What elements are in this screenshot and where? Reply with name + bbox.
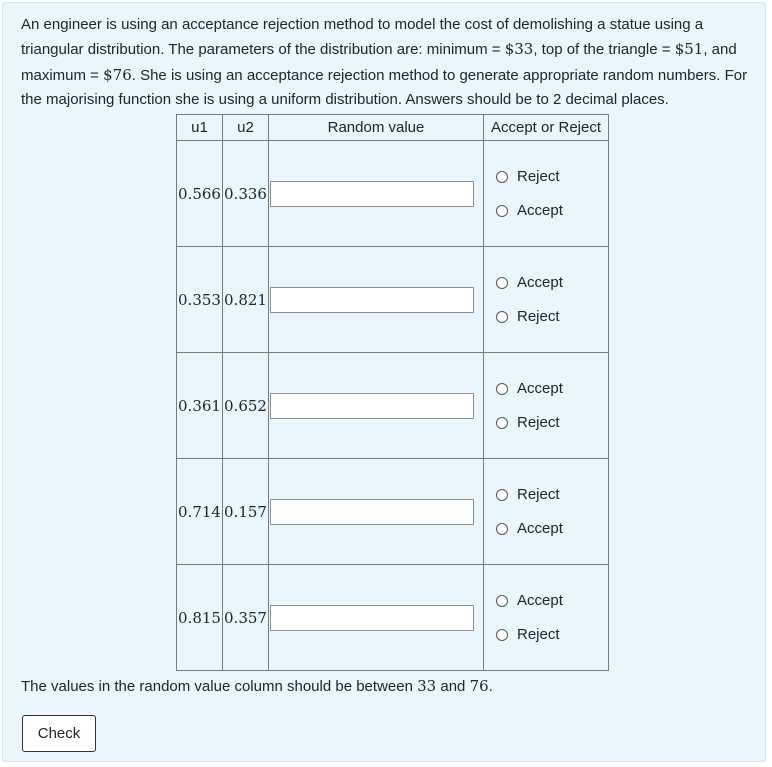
radio-label: Accept <box>517 202 563 219</box>
u2-value: 0.652 <box>223 353 269 459</box>
radio-button[interactable] <box>496 523 508 535</box>
question-text-part: , top of the triangle = <box>533 41 675 59</box>
table-row <box>177 247 609 353</box>
radio-label: Reject <box>517 308 560 325</box>
range-low: 33 <box>417 677 437 695</box>
radio-option-reject[interactable] <box>496 160 608 194</box>
min-value: $33 <box>504 40 534 59</box>
u1-value: 0.815 <box>177 565 223 671</box>
table-row <box>177 141 609 247</box>
radio-option-reject[interactable] <box>496 618 608 652</box>
random-value-input[interactable] <box>270 287 474 313</box>
radio-option-accept[interactable] <box>496 372 608 406</box>
random-value-cell <box>269 353 484 459</box>
u2-value: 0.336 <box>223 141 269 247</box>
radio-label: Accept <box>517 520 563 537</box>
question-text <box>21 13 756 113</box>
random-value-cell <box>269 247 484 353</box>
radio-button[interactable] <box>496 171 508 183</box>
top-value: $51 <box>674 40 704 59</box>
radio-button[interactable] <box>496 311 508 323</box>
accept-reject-cell <box>484 459 609 565</box>
header-random-value: Random value <box>269 115 484 141</box>
header-u2: u2 <box>223 115 269 141</box>
radio-button[interactable] <box>496 277 508 289</box>
u2-value: 0.357 <box>223 565 269 671</box>
radio-button[interactable] <box>496 383 508 395</box>
table-row <box>177 459 609 565</box>
radio-option-reject[interactable] <box>496 300 608 334</box>
radio-label: Reject <box>517 168 560 185</box>
radio-label: Accept <box>517 274 563 291</box>
random-value-input[interactable] <box>270 499 474 525</box>
random-value-cell <box>269 141 484 247</box>
question-text-part: . She is using an acceptance rejection method to generate appropriate random numbers. For the majorising function she is using a uniform distribution. Answers should be to 2 decimal places. <box>21 66 748 109</box>
random-value-input[interactable] <box>270 181 474 207</box>
accept-reject-cell <box>484 565 609 671</box>
radio-button[interactable] <box>496 205 508 217</box>
random-value-input[interactable] <box>270 393 474 419</box>
radio-option-reject[interactable] <box>496 406 608 440</box>
radio-option-reject[interactable] <box>496 478 608 512</box>
radio-button[interactable] <box>496 489 508 501</box>
header-accept-reject: Accept or Reject <box>484 115 609 141</box>
range-note-text: . <box>488 678 493 695</box>
check-button[interactable]: Check <box>22 715 96 752</box>
u1-value: 0.353 <box>177 247 223 353</box>
radio-option-accept[interactable] <box>496 194 608 228</box>
u2-value: 0.157 <box>223 459 269 565</box>
range-note <box>21 677 493 695</box>
radio-button[interactable] <box>496 417 508 429</box>
table-row <box>177 565 609 671</box>
max-value: $76 <box>103 65 132 84</box>
question-text-part: An engineer is using an acceptance rejection method to model the cost of demolishing a statue using a triangular distribution. The parameters of the distribution are: minimum = <box>21 16 704 59</box>
range-high: 76 <box>469 677 489 695</box>
u1-value: 0.566 <box>177 141 223 247</box>
header-row <box>177 115 609 141</box>
radio-button[interactable] <box>496 629 508 641</box>
u1-value: 0.714 <box>177 459 223 565</box>
random-value-input[interactable] <box>270 605 474 631</box>
radio-button[interactable] <box>496 595 508 607</box>
random-value-cell <box>269 459 484 565</box>
u1-value: 0.361 <box>177 353 223 459</box>
radio-option-accept[interactable] <box>496 512 608 546</box>
question-text-part: , and maximum = <box>21 41 737 84</box>
header-u1: u1 <box>177 115 223 141</box>
u2-value: 0.821 <box>223 247 269 353</box>
range-note-text: and <box>436 678 470 695</box>
accept-reject-cell <box>484 247 609 353</box>
accept-reject-cell <box>484 141 609 247</box>
radio-label: Accept <box>517 380 563 397</box>
radio-option-accept[interactable] <box>496 584 608 618</box>
table-row <box>177 353 609 459</box>
random-value-cell <box>269 565 484 671</box>
radio-option-accept[interactable] <box>496 266 608 300</box>
accept-reject-cell <box>484 353 609 459</box>
range-note-text: The values in the random value column should be between <box>21 678 418 695</box>
radio-label: Reject <box>517 414 560 431</box>
radio-label: Reject <box>517 626 560 643</box>
answer-table <box>176 114 609 671</box>
radio-label: Accept <box>517 592 563 609</box>
radio-label: Reject <box>517 486 560 503</box>
question-card <box>2 2 766 762</box>
